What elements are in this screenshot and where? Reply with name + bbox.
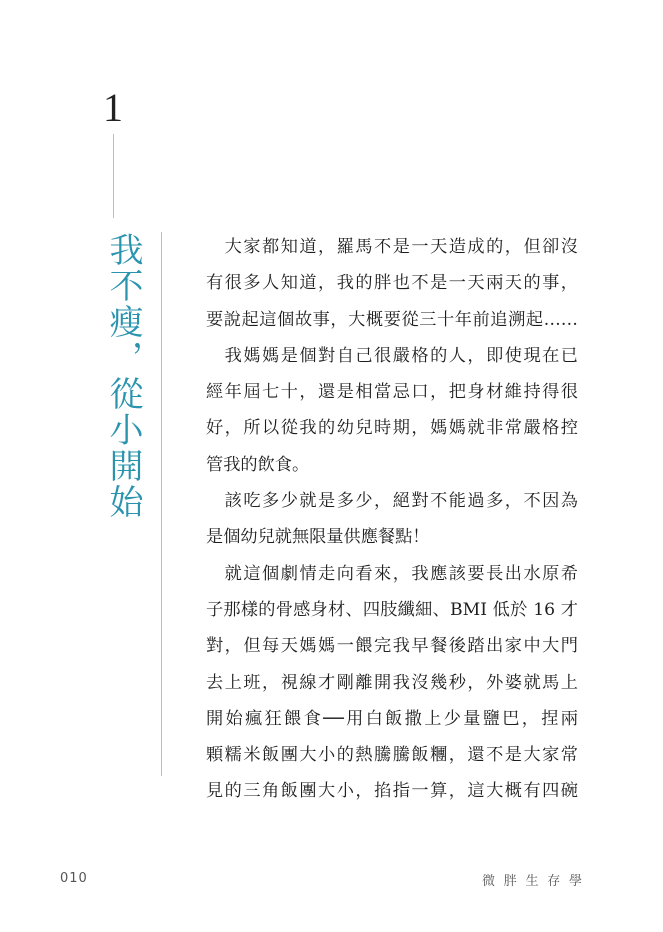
chapter-number: 1 bbox=[103, 85, 123, 130]
text-line: 顆糯米飯團大小的熱騰騰飯糰，還不是大家常 bbox=[206, 745, 578, 766]
text-line: 開始瘋狂餵食──用白飯撒上少量鹽巴，捏兩 bbox=[206, 708, 578, 729]
text-line: 見的三角飯團大小，掐指一算，這大概有四碗 bbox=[206, 781, 578, 802]
text-line: 經年屆七十，還是相當忌口，把身材維持得很 bbox=[206, 382, 578, 403]
text-line: 好，所以從我的幼兒時期，媽媽就非常嚴格控 bbox=[206, 418, 578, 439]
text-line: 該吃多少就是多少，絕對不能過多，不因為 bbox=[206, 491, 578, 512]
side-rule-line bbox=[161, 232, 162, 776]
text-line: 對，但每天媽媽一餵完我早餐後踏出家中大門 bbox=[206, 636, 578, 657]
page-number: 010 bbox=[60, 871, 88, 886]
text-line: 子那樣的骨感身材、四肢纖細、BMI 低於 16 才 bbox=[206, 599, 578, 620]
text-line: 管我的飲食。 bbox=[206, 454, 310, 475]
body-text bbox=[206, 229, 578, 810]
chapter-divider-line bbox=[113, 134, 114, 218]
chapter-title: 我不瘦，從小開始 bbox=[103, 232, 143, 520]
text-line: 我媽媽是個對自己很嚴格的人，即使現在已 bbox=[206, 345, 578, 366]
text-line: 是個幼兒就無限量供應餐點！ bbox=[206, 527, 430, 548]
book-title: 微胖生存學 bbox=[482, 874, 582, 889]
text-line: 去上班，視線才剛離開我沒幾秒，外婆就馬上 bbox=[206, 672, 578, 693]
text-line: 大家都知道，羅馬不是一天造成的，但卻沒 bbox=[206, 237, 578, 257]
text-line: 就這個劇情走向看來，我應該要長出水原希 bbox=[206, 563, 578, 584]
text-line: 要說起這個故事，大概要從三十年前追溯起…… bbox=[206, 309, 578, 330]
text-line: 有很多人知道，我的胖也不是一天兩天的事， bbox=[206, 273, 578, 294]
